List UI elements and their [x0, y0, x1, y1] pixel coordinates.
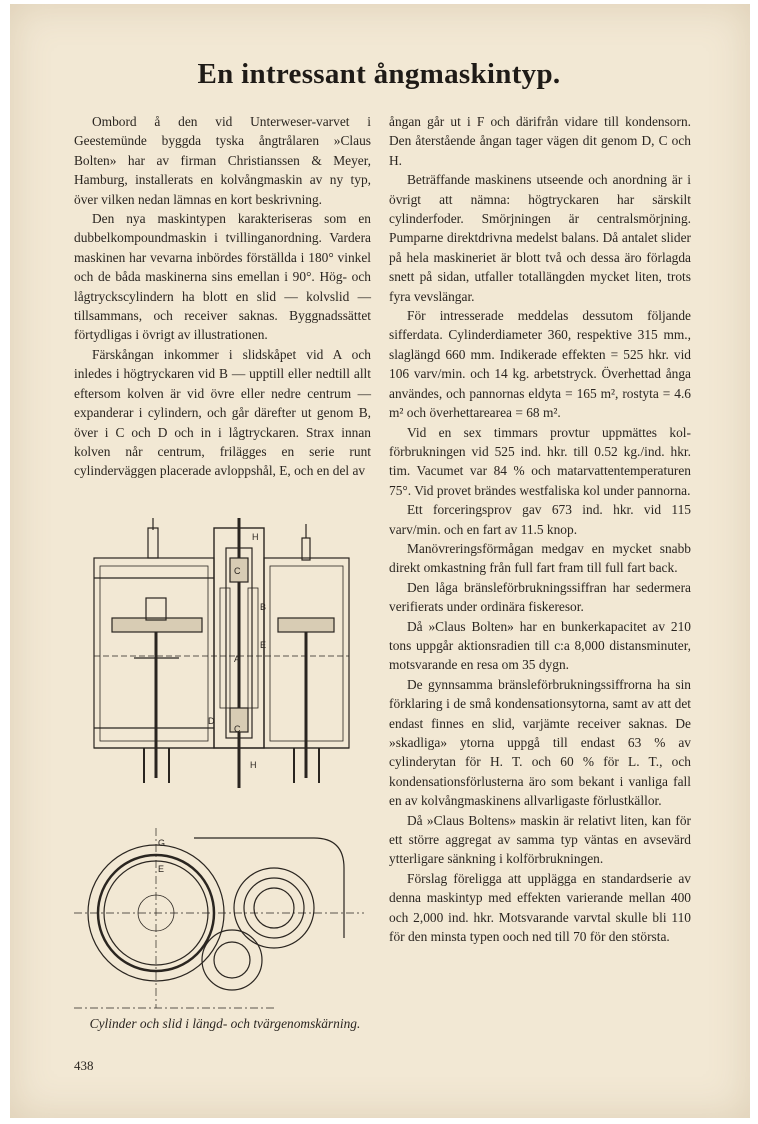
- figure-label: H: [252, 532, 259, 542]
- paragraph: Då »Claus Bolten» har en bunkerkapacitet av 210 tons uppgår aktionsradien till c:a 8,000 distansminuter, motsvarande en resa om 35 dygn.: [389, 618, 691, 673]
- paragraph: ångan går ut i F och därifrån vidare till kondensorn. Den återstående ångan tager vägen dit genom D, C och H.: [389, 114, 691, 168]
- cross-section: [74, 828, 364, 1008]
- paragraph: Ett forceringsprov gav 673 ind. hkr. vid 115 varv/min. och en fart av 11.5 knop.: [389, 502, 691, 537]
- figure-label: C: [234, 724, 241, 734]
- paragraph: Den låga bränsleförbrukningssiffran har sedermera verifierats under ordinära fiskeresor.: [389, 579, 691, 615]
- paragraph: Den nya maskintypen karakteriseras som en dubbelkompoundmaskin i tvillinganordning. Vardera maskinen har vevarna inbördes förställda i 180° vinkel och de båda maskinerna sins emellan i 90°. Hög- och lågtryckscylindern ha blott en slid — kolvslid — tillsammans, och receiver saknas. Byggnadssättet förtydligas i övrigt av illustrationen.: [74, 211, 371, 343]
- paragraph: För intresserade meddelas dessutom följande sifferdata. Cylinderdiameter 360, respektive 315 mm., slaglängd 660 mm. Indikerade effekten = 525 hkr. vid 106 varv/min. och 14 kg. arbetstryck. Överhettad ånga användes, och pannornas eldyta = 165 m², rostyta = 4.6 m² och överhettarearea = 68 m².: [389, 308, 691, 421]
- right-column: [389, 112, 691, 946]
- figure-label: C: [234, 566, 241, 576]
- figure-label: B: [260, 602, 267, 612]
- longitudinal-section: [94, 518, 349, 788]
- paragraph: Färskångan inkommer i slidskåpet vid A och inledes i högtryckaren vid B — upptill eller nedtill allt eftersom kolven är vid övre eller nedre centrum — expanderar i cylindern, och går därefter ut genom B, över i C och D och in i lågtryckaren. Strax innan kolven når centrum, frilägges en serie runt cylinderväggen placerade avloppshål, E, och en del av: [74, 346, 371, 479]
- paragraph: Beträffande maskinens utseende och anordning är i övrigt att nämna: högtryckaren har särskilt cylinderfoder. Smörjningen är centralsmörjning. Pumparne direktdrivna medelst balans. Då antalet slider på hela maskineriet är blott två och dessa äro förlagda snett på sidan, utfaller totallängden mycket liten, trots fyra vevslängar.: [389, 172, 691, 304]
- paragraph: De gynnsamma bränsleförbrukningssiffrorna ha sin förklaring i de små kondensationsytorna, samt av att det endast finnes en slid, varjämte receiver saknas. De »skadliga» ytorna uppgå till endast 63 % av cylinderytan för H. T. och 60 % för L. T., och kondensationsförlusterna äro som bekant i vanliga fall en av kolvångmaskinens allvarligaste förlustkällor.: [389, 676, 691, 809]
- paragraph: Då »Claus Boltens» maskin är relativt liten, kan för ett större aggregat av samma typ väntas en avsevärd ytterligare sänkning i kolförbrukningen.: [389, 812, 691, 867]
- figure-label: G: [158, 838, 166, 848]
- figure-label: E: [260, 640, 267, 650]
- figure-label: D: [208, 716, 215, 726]
- paragraph: Manövreringsförmågan medgav en mycket snabb direkt omkastning från full fart fram till full fart back.: [389, 540, 691, 576]
- page-number: 438: [74, 1058, 94, 1073]
- figure-caption: Cylinder och slid i längd- och tvärgenomskärning.: [89, 1016, 361, 1031]
- paragraph: Ombord å den vid Unterweser-varvet i Geestemünde byggda tyska ångtrålaren »Claus Bolten» har av firman Christianssen & Meyer, Hamburg, installerats en kolvångmaskin av ny typ, över vilken nedan lämnas en kort beskrivning.: [74, 114, 371, 207]
- figure-label: H: [250, 760, 257, 770]
- engine-drawing: [74, 518, 376, 1018]
- left-column: [74, 112, 371, 481]
- figure-label: A: [234, 654, 241, 664]
- paragraph: Förslag föreligga att upplägga en standardserie av denna maskintyp med effekten varierande mellan 400 och 2,000 ind. hkr. Motsvarande varvtal skulle bli 110 för den minsta typen ooch ned till 70 för den största.: [389, 870, 691, 945]
- paragraph: Vid en sex timmars provtur uppmättes kolförbrukningen vid 525 ind. hkr. till 0.52 kg./ind. hkr. tim. Vacumet var 84 % och matarvattentemperaturen 75°. Vid provet brändes westfaliska kol under pannorna.: [389, 424, 691, 498]
- article-title: En intressant ångmaskintyp.: [197, 58, 561, 90]
- figure-label: E: [158, 864, 165, 874]
